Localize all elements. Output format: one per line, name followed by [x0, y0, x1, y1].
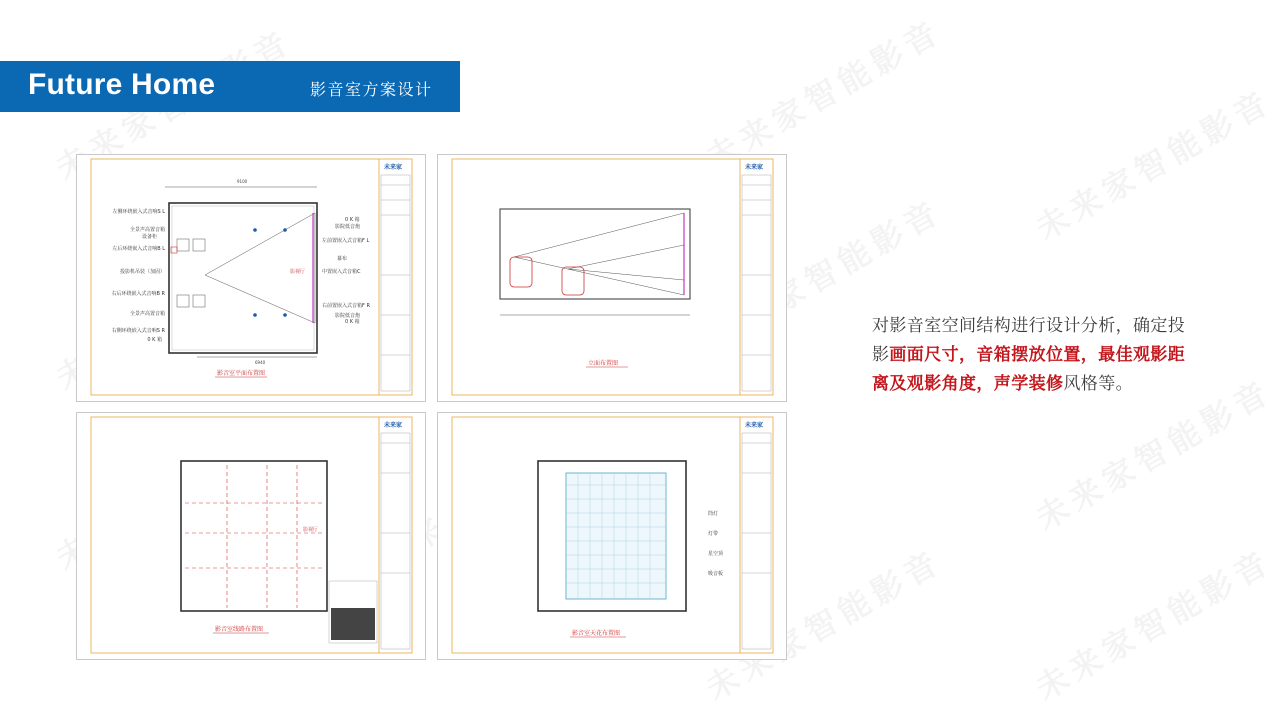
- legend-label: 吸音板: [708, 571, 724, 577]
- drawing-caption: 影音室平面布置图: [217, 370, 266, 377]
- speaker-label: 左前置嵌入式音箱F L: [322, 238, 370, 244]
- watermark-text: [1026, 537, 1279, 710]
- speaker-label: 左后环绕嵌入式音响B L: [112, 246, 165, 252]
- projector-label: 投影机吊装（加固）: [119, 269, 165, 275]
- legend-label: 星空顶: [708, 551, 724, 557]
- speaker-label: 全景声高置音箱: [129, 311, 165, 317]
- watermark-text: [1026, 77, 1279, 250]
- room-label: 影视厅: [290, 269, 306, 275]
- wiring-drawing: [76, 412, 426, 660]
- description-highlight: 画面尺寸，音箱摆放位置，最佳观影距离及观影角度，声学装修: [872, 345, 1186, 395]
- speaker-label: 中置嵌入式音箱C: [322, 269, 361, 275]
- brand-title: Future Home: [28, 68, 216, 101]
- logo-text: 未来家: [384, 164, 403, 171]
- logo-text: 未来家: [384, 422, 403, 429]
- speaker-label: 全景声高置音箱: [129, 227, 165, 233]
- floor-plan-drawing: [76, 154, 426, 402]
- drawing-caption: 影音室线路布置图: [215, 626, 264, 633]
- ceiling-drawing: [437, 412, 787, 660]
- elevation-drawing: [437, 154, 787, 402]
- legend-label: 筒灯: [708, 511, 719, 517]
- logo-text: 未来家: [745, 164, 764, 171]
- legend-label: 灯带: [708, 531, 719, 537]
- title-block: [742, 163, 771, 391]
- speaker-label: 影院低音炮: [335, 313, 361, 319]
- speaker-label: 左侧环绕嵌入式音响S L: [112, 209, 165, 215]
- logo-text: 未来家: [745, 422, 764, 429]
- description-part: 对影音室空间结构进行设计分析，确定投影: [872, 316, 1186, 366]
- section-title: 影音室方案设计: [310, 80, 433, 99]
- dimension-label: 6940: [255, 360, 266, 365]
- title-block: [381, 163, 410, 391]
- speaker-label: 0 K 箱: [147, 337, 162, 343]
- drawing-caption: 影音室天花布置图: [572, 630, 621, 637]
- title-block: [742, 421, 771, 649]
- equipment-label: 设备柜: [141, 234, 157, 240]
- room-label: 影视厅: [303, 527, 319, 533]
- speaker-label: 右前置嵌入式音箱F R: [322, 303, 370, 309]
- screen-label: 幕布: [337, 256, 348, 262]
- speaker-label: 0 K 箱: [345, 217, 360, 223]
- speaker-label: 0 K 箱: [345, 319, 360, 325]
- speaker-label: 右后环绕嵌入式音响B R: [111, 291, 165, 297]
- description-text: [872, 312, 1202, 400]
- drawing-caption: 立面布置图: [588, 360, 619, 367]
- description-part: 风格等。: [1063, 374, 1134, 395]
- speaker-label: 影院低音炮: [335, 224, 361, 230]
- dimension-label: 9100: [237, 179, 248, 184]
- title-block: [381, 421, 410, 649]
- speaker-label: 右侧环绕嵌入式音响S R: [111, 328, 165, 334]
